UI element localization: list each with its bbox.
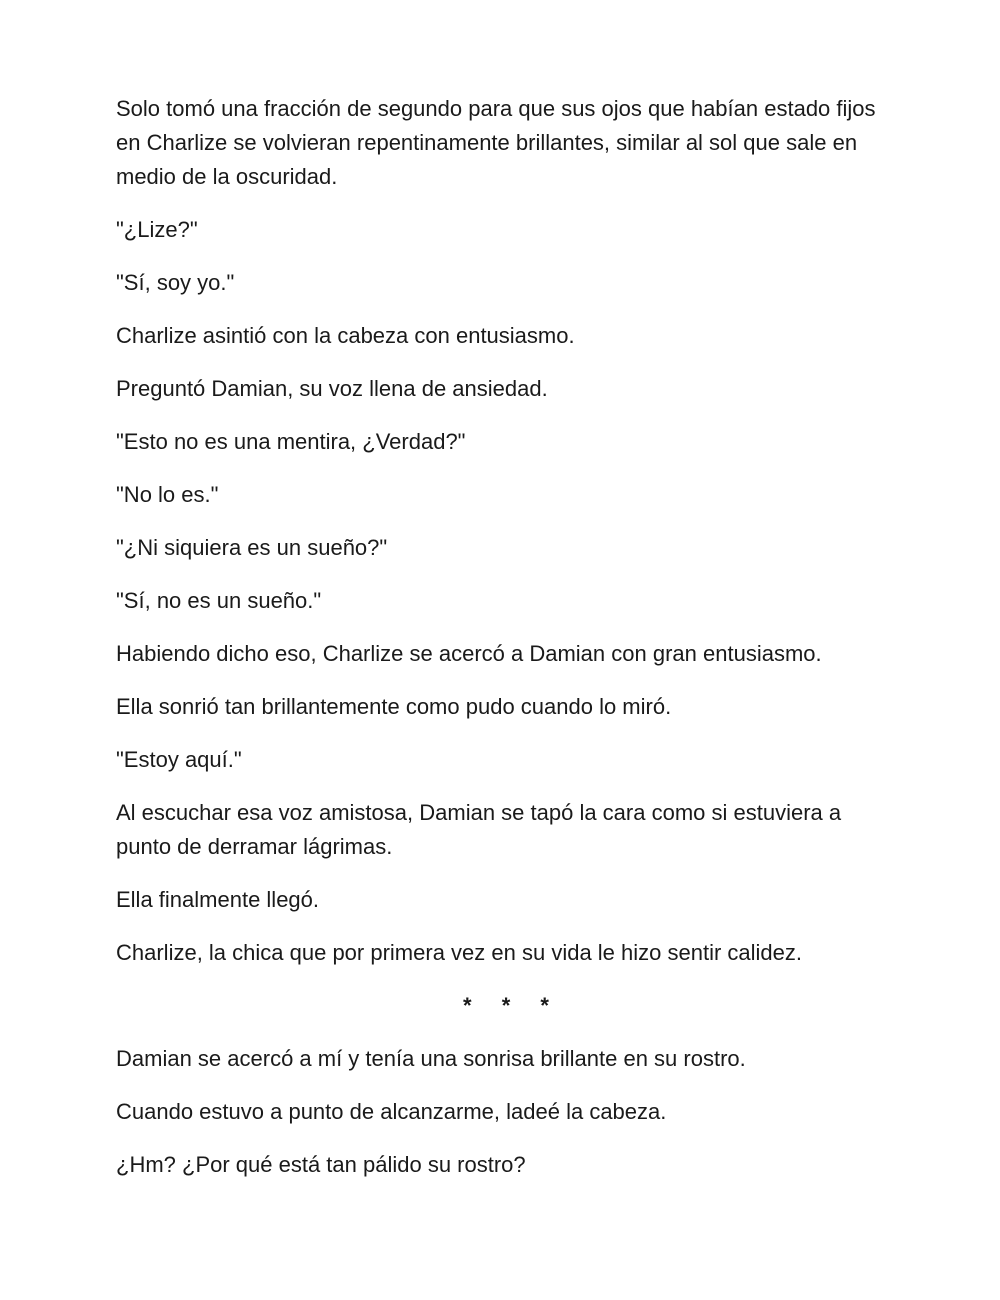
paragraph: Ella finalmente llegó. — [116, 887, 320, 912]
paragraph: "Estoy aquí." — [116, 747, 242, 772]
paragraph: Ella sonrió tan brillantemente como pudo cuando lo miró. — [116, 694, 672, 719]
paragraph: "No lo es." — [116, 482, 219, 507]
paragraph: "Sí, no es un sueño." — [116, 588, 322, 613]
paragraph: "¿Ni siquiera es un sueño?" — [116, 535, 388, 560]
document-page — [116, 92, 896, 1201]
paragraph: Preguntó Damian, su voz llena de ansiedad. — [116, 376, 548, 401]
paragraph: "Sí, soy yo." — [116, 270, 235, 295]
paragraph: Damian se acercó a mí y tenía una sonrisa brillante en su rostro. — [116, 1046, 746, 1071]
paragraph: "Esto no es una mentira, ¿Verdad?" — [116, 429, 466, 454]
paragraph: Solo tomó una fracción de segundo para que sus ojos que habían estado fijos en Charlize se volvieran repentinamente brillantes, similar al sol que sale en medio de la oscuridad. — [116, 96, 876, 189]
paragraph: Habiendo dicho eso, Charlize se acercó a Damian con gran entusiasmo. — [116, 641, 822, 666]
paragraph: Al escuchar esa voz amistosa, Damian se tapó la cara como si estuviera a punto de derramar lágrimas. — [116, 800, 842, 859]
paragraph: "¿Lize?" — [116, 217, 198, 242]
paragraph: Charlize, la chica que por primera vez en su vida le hizo sentir calidez. — [116, 940, 802, 965]
paragraph: Cuando estuvo a punto de alcanzarme, ladeé la cabeza. — [116, 1099, 667, 1124]
paragraph: Charlize asintió con la cabeza con entusiasmo. — [116, 323, 575, 348]
scene-separator: * * * — [463, 993, 561, 1018]
paragraph: ¿Hm? ¿Por qué está tan pálido su rostro? — [116, 1152, 526, 1177]
